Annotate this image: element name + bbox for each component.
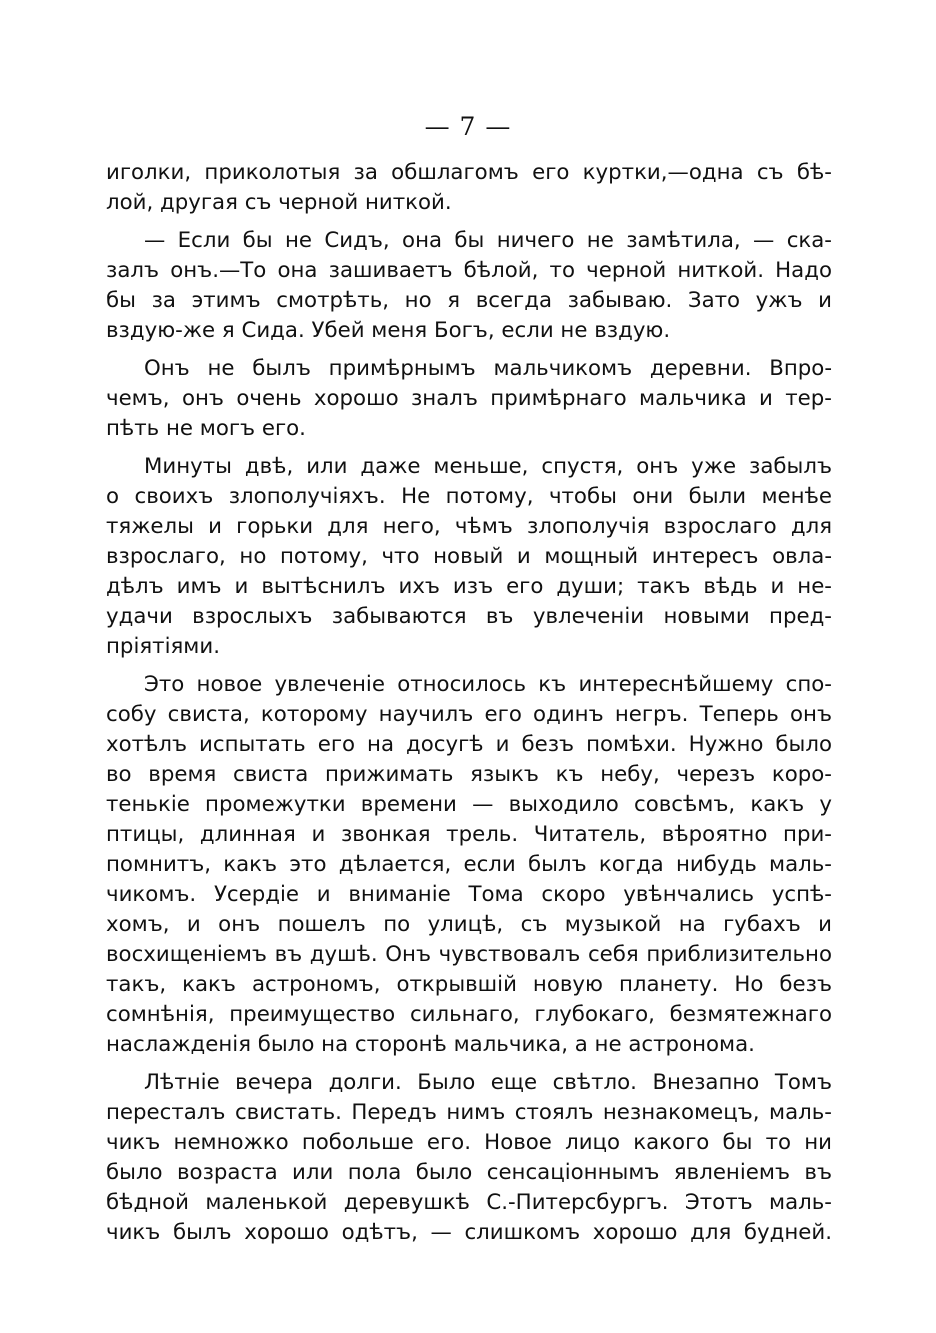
text-line: пересталъ свистать. Передъ нимъ стоялъ незнакомецъ, маль- bbox=[106, 1100, 832, 1125]
text-line: Минуты двѣ, или даже меньше, спустя, онъ уже забылъ bbox=[144, 454, 832, 479]
text-line: бѣдной маленькой деревушкѣ С.-Питерсбургъ. Этотъ маль- bbox=[106, 1190, 832, 1215]
page-text bbox=[106, 158, 832, 1248]
text-line: лой, другая съ черной ниткой. bbox=[106, 190, 452, 215]
text-line: взрослаго, но потому, что новый и мощный интересъ овла- bbox=[106, 544, 832, 569]
text-line: тенькіе промежутки времени — выходило совсѣмъ, какъ у bbox=[106, 792, 832, 817]
paragraph bbox=[106, 1068, 832, 1248]
text-line: чикомъ. Усердіе и вниманіе Тома скоро увѣнчались успѣ- bbox=[106, 882, 832, 907]
text-line: чикъ немножко побольше его. Новое лицо какого бы то ни bbox=[106, 1130, 832, 1155]
text-line: о своихъ злополучіяхъ. Не потому, чтобы они были менѣе bbox=[106, 484, 832, 509]
paragraph bbox=[106, 452, 832, 662]
text-line: удачи взрослыхъ забываются въ увлеченіи новыми пред- bbox=[106, 604, 832, 629]
text-line: Онъ не былъ примѣрнымъ мальчикомъ деревни. Впро- bbox=[144, 356, 832, 381]
text-line: бы за этимъ смотрѣть, но я всегда забываю. Зато ужъ и bbox=[106, 288, 832, 313]
paragraph bbox=[106, 226, 832, 346]
text-line: тяжелы и горьки для него, чѣмъ злополучія взрослаго для bbox=[106, 514, 832, 539]
text-line: было возраста или пола было сенсаціоннымъ явленіемъ въ bbox=[106, 1160, 832, 1185]
text-line: Это новое увлеченіе относилось къ интереснѣйшему спо- bbox=[144, 672, 832, 697]
text-line: наслажденія было на сторонѣ мальчика, а не астронома. bbox=[106, 1032, 755, 1057]
paragraph bbox=[106, 670, 832, 1060]
text-line: дѣлъ имъ и вытѣснилъ ихъ изъ его души; такъ вѣдь и не- bbox=[106, 574, 832, 599]
text-line: залъ онъ.—То она зашиваетъ бѣлой, то черной ниткой. Надо bbox=[106, 258, 832, 283]
text-line: помнитъ, какъ это дѣлается, если былъ когда нибудь маль- bbox=[106, 852, 832, 877]
text-line: такъ, какъ астрономъ, открывшій новую планету. Но безъ bbox=[106, 972, 832, 997]
text-line: пріятіями. bbox=[106, 634, 220, 659]
text-line: восхищеніемъ въ душѣ. Онъ чувствовалъ себя приблизительно bbox=[106, 942, 832, 967]
text-line: чикъ былъ хорошо одѣтъ, — слишкомъ хорошо для будней. bbox=[106, 1220, 832, 1245]
text-line: вздую-же я Сида. Убей меня Богъ, если не вздую. bbox=[106, 318, 671, 343]
text-line: хотѣлъ испытать его на досугѣ и безъ помѣхи. Нужно было bbox=[106, 732, 832, 757]
text-line: птицы, длинная и звонкая трель. Читатель, вѣроятно при- bbox=[106, 822, 832, 847]
text-line: во время свиста прижимать языкъ къ небу, черезъ коро- bbox=[106, 762, 832, 787]
page-number: — 7 — bbox=[424, 112, 512, 141]
paragraph bbox=[106, 158, 832, 218]
paragraph bbox=[106, 354, 832, 444]
text-line: пѣть не могъ его. bbox=[106, 416, 306, 441]
text-line: сомнѣнія, преимущество сильнаго, глубокаго, безмятежнаго bbox=[106, 1002, 832, 1027]
text-line: чемъ, онъ очень хорошо зналъ примѣрнаго мальчика и тер- bbox=[106, 386, 832, 411]
text-line: хомъ, и онъ пошелъ по улицѣ, съ музыкой на губахъ и bbox=[106, 912, 832, 937]
text-line: Лѣтніе вечера долги. Было еще свѣтло. Внезапно Томъ bbox=[144, 1070, 832, 1095]
text-line: собу свиста, которому научилъ его одинъ негръ. Теперь онъ bbox=[106, 702, 832, 727]
text-line: иголки, приколотыя за обшлагомъ его куртки,—одна съ бѣ- bbox=[106, 160, 832, 185]
text-line: — Если бы не Сидъ, она бы ничего не замѣтила, — ска- bbox=[144, 228, 832, 253]
